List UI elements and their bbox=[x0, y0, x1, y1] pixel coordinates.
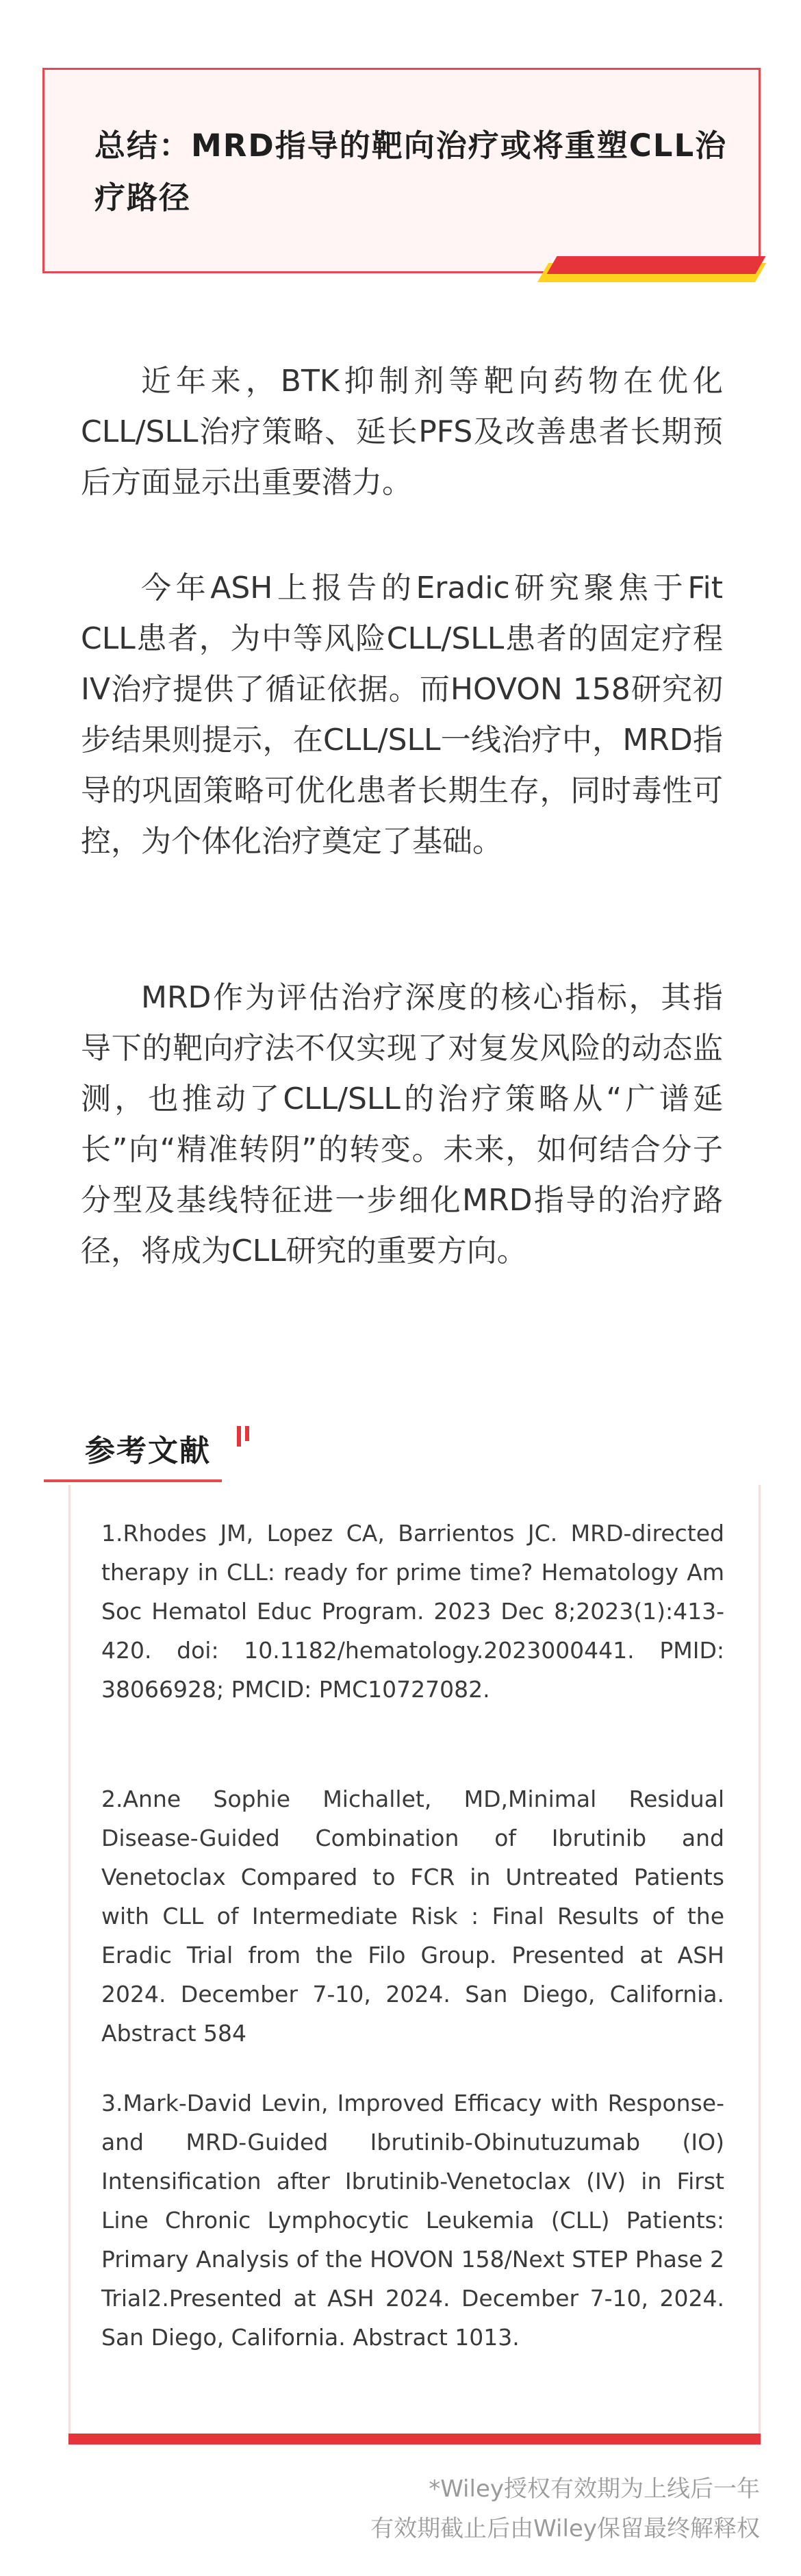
body-paragraph-3: MRD作为评估治疗深度的核心指标，其指导下的靶向疗法不仅实现了对复发风险的动态监测，也推动了CLL/SLL的治疗策略从“广谱延长”向“精准转阴”的转变。未来，如何结合分子分型及基线特征进一步细化MRD指导的治疗路径，将成为CLL研究的重要方向。 bbox=[81, 980, 723, 1268]
body-paragraph-1: 近年来，BTK抑制剂等靶向药物在优化CLL/SLL治疗策略、延长PFS及改善患者长期预后方面显示出重要潜力。 bbox=[81, 364, 723, 500]
footnote-line-1: *Wiley授权有效期为上线后一年 bbox=[429, 2475, 760, 2503]
summary-title: 总结：MRD指导的靶向治疗或将重塑CLL治疗路径 bbox=[94, 127, 728, 216]
references-heading: 参考文献 bbox=[85, 1434, 211, 1468]
references-bottom-bar bbox=[68, 2434, 761, 2444]
references-heading-underline bbox=[44, 1479, 222, 1482]
reference-item-3: 3.Mark-David Levin, Improved Efficacy with Response- and MRD-Guided Ibrutinib-Obinutuzumab (IO) Intensification after Ibrutinib-Venetoclax (IV) in First Line Chronic Lymphocytic Leukemia (CLL) Patients: Primary Analysis of the HOVON 158/Next STEP Phase 2 Trial2.Presented at ASH 2024. December 7-10, 2024. San Diego, California. Abstract 1013. bbox=[101, 2090, 724, 2351]
reference-item-1: 1.Rhodes JM, Lopez CA, Barrientos JC. MRD-directed therapy in CLL: ready for prime time? Hematology Am Soc Hematol Educ Program. 2023 Dec 8;2023(1):413-420. doi: 10.1182/hematology.2023000441. PMID: 38066928; PMCID: PMC10727082. bbox=[101, 1520, 724, 1703]
references-heading-mark bbox=[245, 1426, 249, 1441]
footnote-line-2: 有效期截止后由Wiley保留最终解释权 bbox=[370, 2515, 760, 2542]
body-paragraph-2: 今年ASH上报告的Eradic研究聚焦于Fit CLL患者，为中等风险CLL/SLL患者的固定疗程IV治疗提供了循证依据。而HOVON 158研究初步结果则提示，在CLL/SLL一线治疗中，MRD指导的巩固策略可优化患者长期生存，同时毒性可控，为个体化治疗奠定了基础。 bbox=[81, 571, 723, 859]
summary-decoration-red bbox=[546, 256, 765, 274]
reference-item-2: 2.Anne Sophie Michallet, MD,Minimal Residual Disease-Guided Combination of Ibrutinib and Venetoclax Compared to FCR in Untreated Patients with CLL of Intermediate Risk : Final Results of the Eradic Trial from the Filo Group. Presented at ASH 2024. December 7-10, 2024. San Diego, California. Abstract 584 bbox=[101, 1786, 724, 2047]
references-heading-mark bbox=[237, 1426, 241, 1447]
